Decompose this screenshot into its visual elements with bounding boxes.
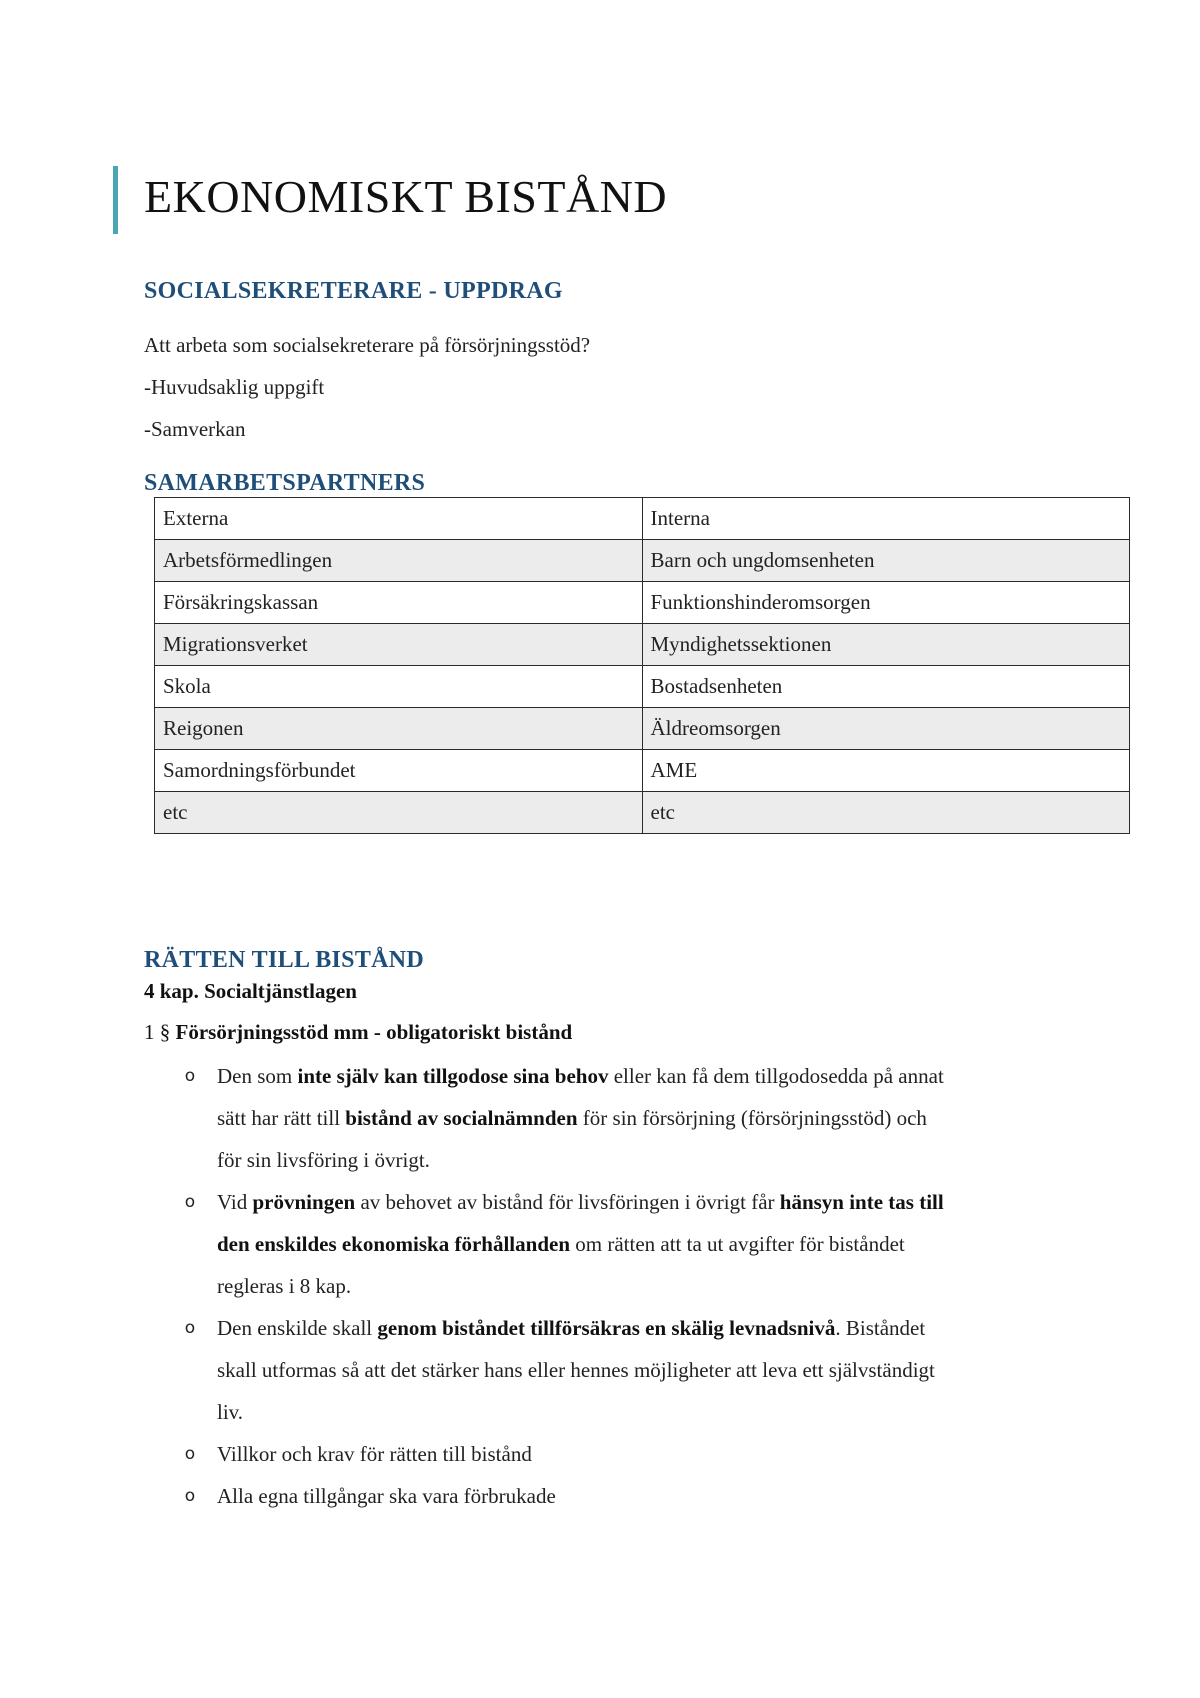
text: regleras i 8 kap. bbox=[217, 1274, 352, 1298]
bold-text: hänsyn inte tas till bbox=[779, 1190, 944, 1214]
bold-text: den enskildes ekonomiska förhållanden bbox=[217, 1232, 571, 1256]
law-reference-text: 4 kap. Socialtjänstlagen bbox=[144, 979, 357, 1003]
text: skall utformas så att det stärker hans eller hennes möjligheter att leva ett självständigt bbox=[217, 1358, 935, 1382]
text: Vid bbox=[217, 1190, 253, 1214]
table-row bbox=[155, 624, 1130, 666]
heading-partners: SAMARBETSPARTNERS bbox=[144, 470, 426, 496]
bullet-circle-icon: o bbox=[184, 1486, 196, 1506]
cell-externa: etc bbox=[155, 792, 643, 834]
uppdrag-line: -Samverkan bbox=[144, 417, 246, 441]
uppdrag-line: -Huvudsaklig uppgift bbox=[144, 375, 325, 399]
rights-bullet-list bbox=[144, 1055, 1084, 1517]
partners-table bbox=[154, 497, 1130, 834]
text: Alla egna tillgångar ska vara förbrukade bbox=[217, 1484, 556, 1508]
cell-interna: Äldreomsorgen bbox=[642, 708, 1130, 750]
paragraph-prefix: 1 § bbox=[144, 1020, 176, 1044]
text: liv. bbox=[217, 1400, 244, 1424]
cell-interna: Funktionshinderomsorgen bbox=[642, 582, 1130, 624]
bold-text: genom biståndet tillförsäkras en skälig levnadsnivå bbox=[377, 1316, 836, 1340]
page-title: EKONOMISKT BISTÅND bbox=[144, 171, 668, 222]
cell-interna: Interna bbox=[642, 498, 1130, 540]
cell-interna: AME bbox=[642, 750, 1130, 792]
cell-interna: Myndighetssektionen bbox=[642, 624, 1130, 666]
table-row bbox=[155, 666, 1130, 708]
text: för sin livsföring i övrigt. bbox=[217, 1148, 430, 1172]
uppdrag-line: Att arbeta som socialsekreterare på försörjningsstöd? bbox=[144, 333, 591, 357]
cell-externa: Externa bbox=[155, 498, 643, 540]
cell-externa: Skola bbox=[155, 666, 643, 708]
heading-uppdrag: SOCIALSEKRETERARE - UPPDRAG bbox=[144, 278, 563, 304]
text: Villkor och krav för rätten till bistånd bbox=[217, 1442, 532, 1466]
table-row bbox=[155, 582, 1130, 624]
text: Den som bbox=[217, 1064, 298, 1088]
bullet-circle-icon: o bbox=[184, 1444, 196, 1464]
cell-externa: Migrationsverket bbox=[155, 624, 643, 666]
text: sätt har rätt till bbox=[217, 1106, 346, 1130]
list-item bbox=[144, 1307, 1084, 1433]
text: Den enskilde skall bbox=[217, 1316, 378, 1340]
paragraph-title: Försörjningsstöd mm - obligatoriskt bistånd bbox=[175, 1020, 573, 1044]
bullet-circle-icon: o bbox=[184, 1318, 196, 1338]
text: för sin försörjning (försörjningsstöd) och bbox=[577, 1106, 927, 1130]
bold-text: inte själv kan tillgodose sina behov bbox=[297, 1064, 609, 1088]
list-item bbox=[144, 1433, 1084, 1475]
bullet-circle-icon: o bbox=[184, 1066, 196, 1086]
text: eller kan få dem tillgodosedda på annat bbox=[608, 1064, 944, 1088]
bullet-circle-icon: o bbox=[184, 1192, 196, 1212]
cell-externa: Arbetsförmedlingen bbox=[155, 540, 643, 582]
law-reference bbox=[144, 979, 357, 1004]
table-row bbox=[155, 708, 1130, 750]
table-header-row bbox=[155, 498, 1130, 540]
bold-text: bistånd av socialnämnden bbox=[345, 1106, 578, 1130]
table-row bbox=[155, 750, 1130, 792]
table-row bbox=[155, 792, 1130, 834]
cell-interna: Barn och ungdomsenheten bbox=[642, 540, 1130, 582]
paragraph-heading bbox=[144, 1020, 572, 1045]
cell-externa: Samordningsförbundet bbox=[155, 750, 643, 792]
list-item bbox=[144, 1475, 1084, 1517]
cell-interna: etc bbox=[642, 792, 1130, 834]
heading-rights: RÄTTEN TILL BISTÅND bbox=[144, 947, 425, 973]
cell-externa: Reigonen bbox=[155, 708, 643, 750]
cell-externa: Försäkringskassan bbox=[155, 582, 643, 624]
list-item bbox=[144, 1181, 1084, 1307]
cell-interna: Bostadsenheten bbox=[642, 666, 1130, 708]
title-accent-bar bbox=[113, 166, 118, 234]
list-item bbox=[144, 1055, 1084, 1181]
text: av behovet av bistånd för livsföringen i övrigt får bbox=[355, 1190, 780, 1214]
bold-text: prövningen bbox=[252, 1190, 356, 1214]
table-row bbox=[155, 540, 1130, 582]
text: . Biståndet bbox=[835, 1316, 926, 1340]
text: om rätten att ta ut avgifter för biståndet bbox=[570, 1232, 905, 1256]
